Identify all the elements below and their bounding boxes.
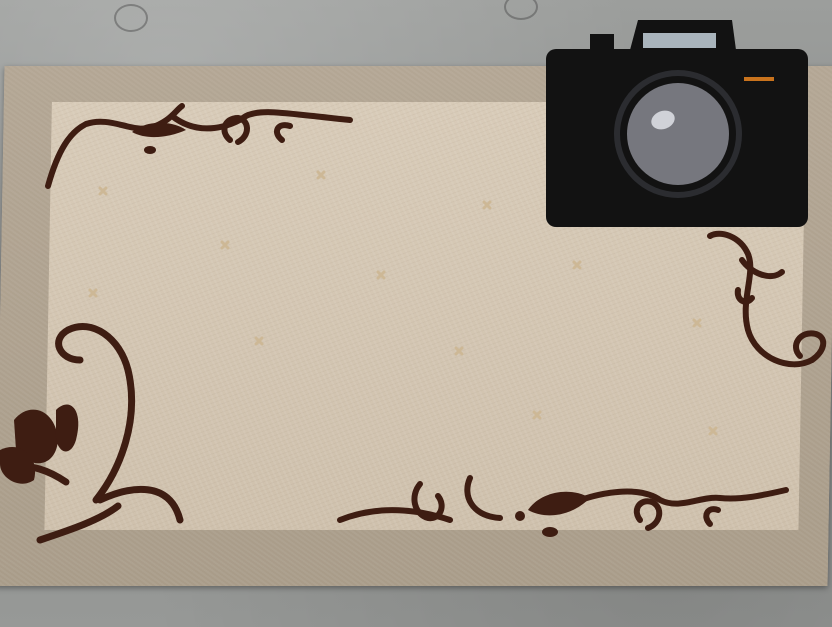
scroll-top-left-leaf xyxy=(132,123,186,154)
motif-sparkle xyxy=(694,320,700,326)
scroll-bottom-center-leaf xyxy=(515,492,590,537)
motif-sparkle xyxy=(710,428,716,434)
motif-sparkle xyxy=(318,172,324,178)
motif-sparkle xyxy=(534,412,540,418)
motif-sparkle xyxy=(484,202,490,208)
motif-sparkle xyxy=(222,242,228,248)
motif-sparkle xyxy=(90,290,96,296)
scroll-right xyxy=(710,234,823,365)
camera-indicator xyxy=(744,77,774,81)
motif-sparkle xyxy=(100,188,106,194)
motif-sparkle xyxy=(256,338,262,344)
motif-sparkle xyxy=(456,348,462,354)
camera-icon xyxy=(546,20,808,227)
motif-sparkle xyxy=(378,272,384,278)
scroll-top-left xyxy=(48,106,350,186)
camera-lens xyxy=(627,83,729,185)
motif-sparkle xyxy=(574,262,580,268)
camera-viewfinder xyxy=(643,33,716,48)
